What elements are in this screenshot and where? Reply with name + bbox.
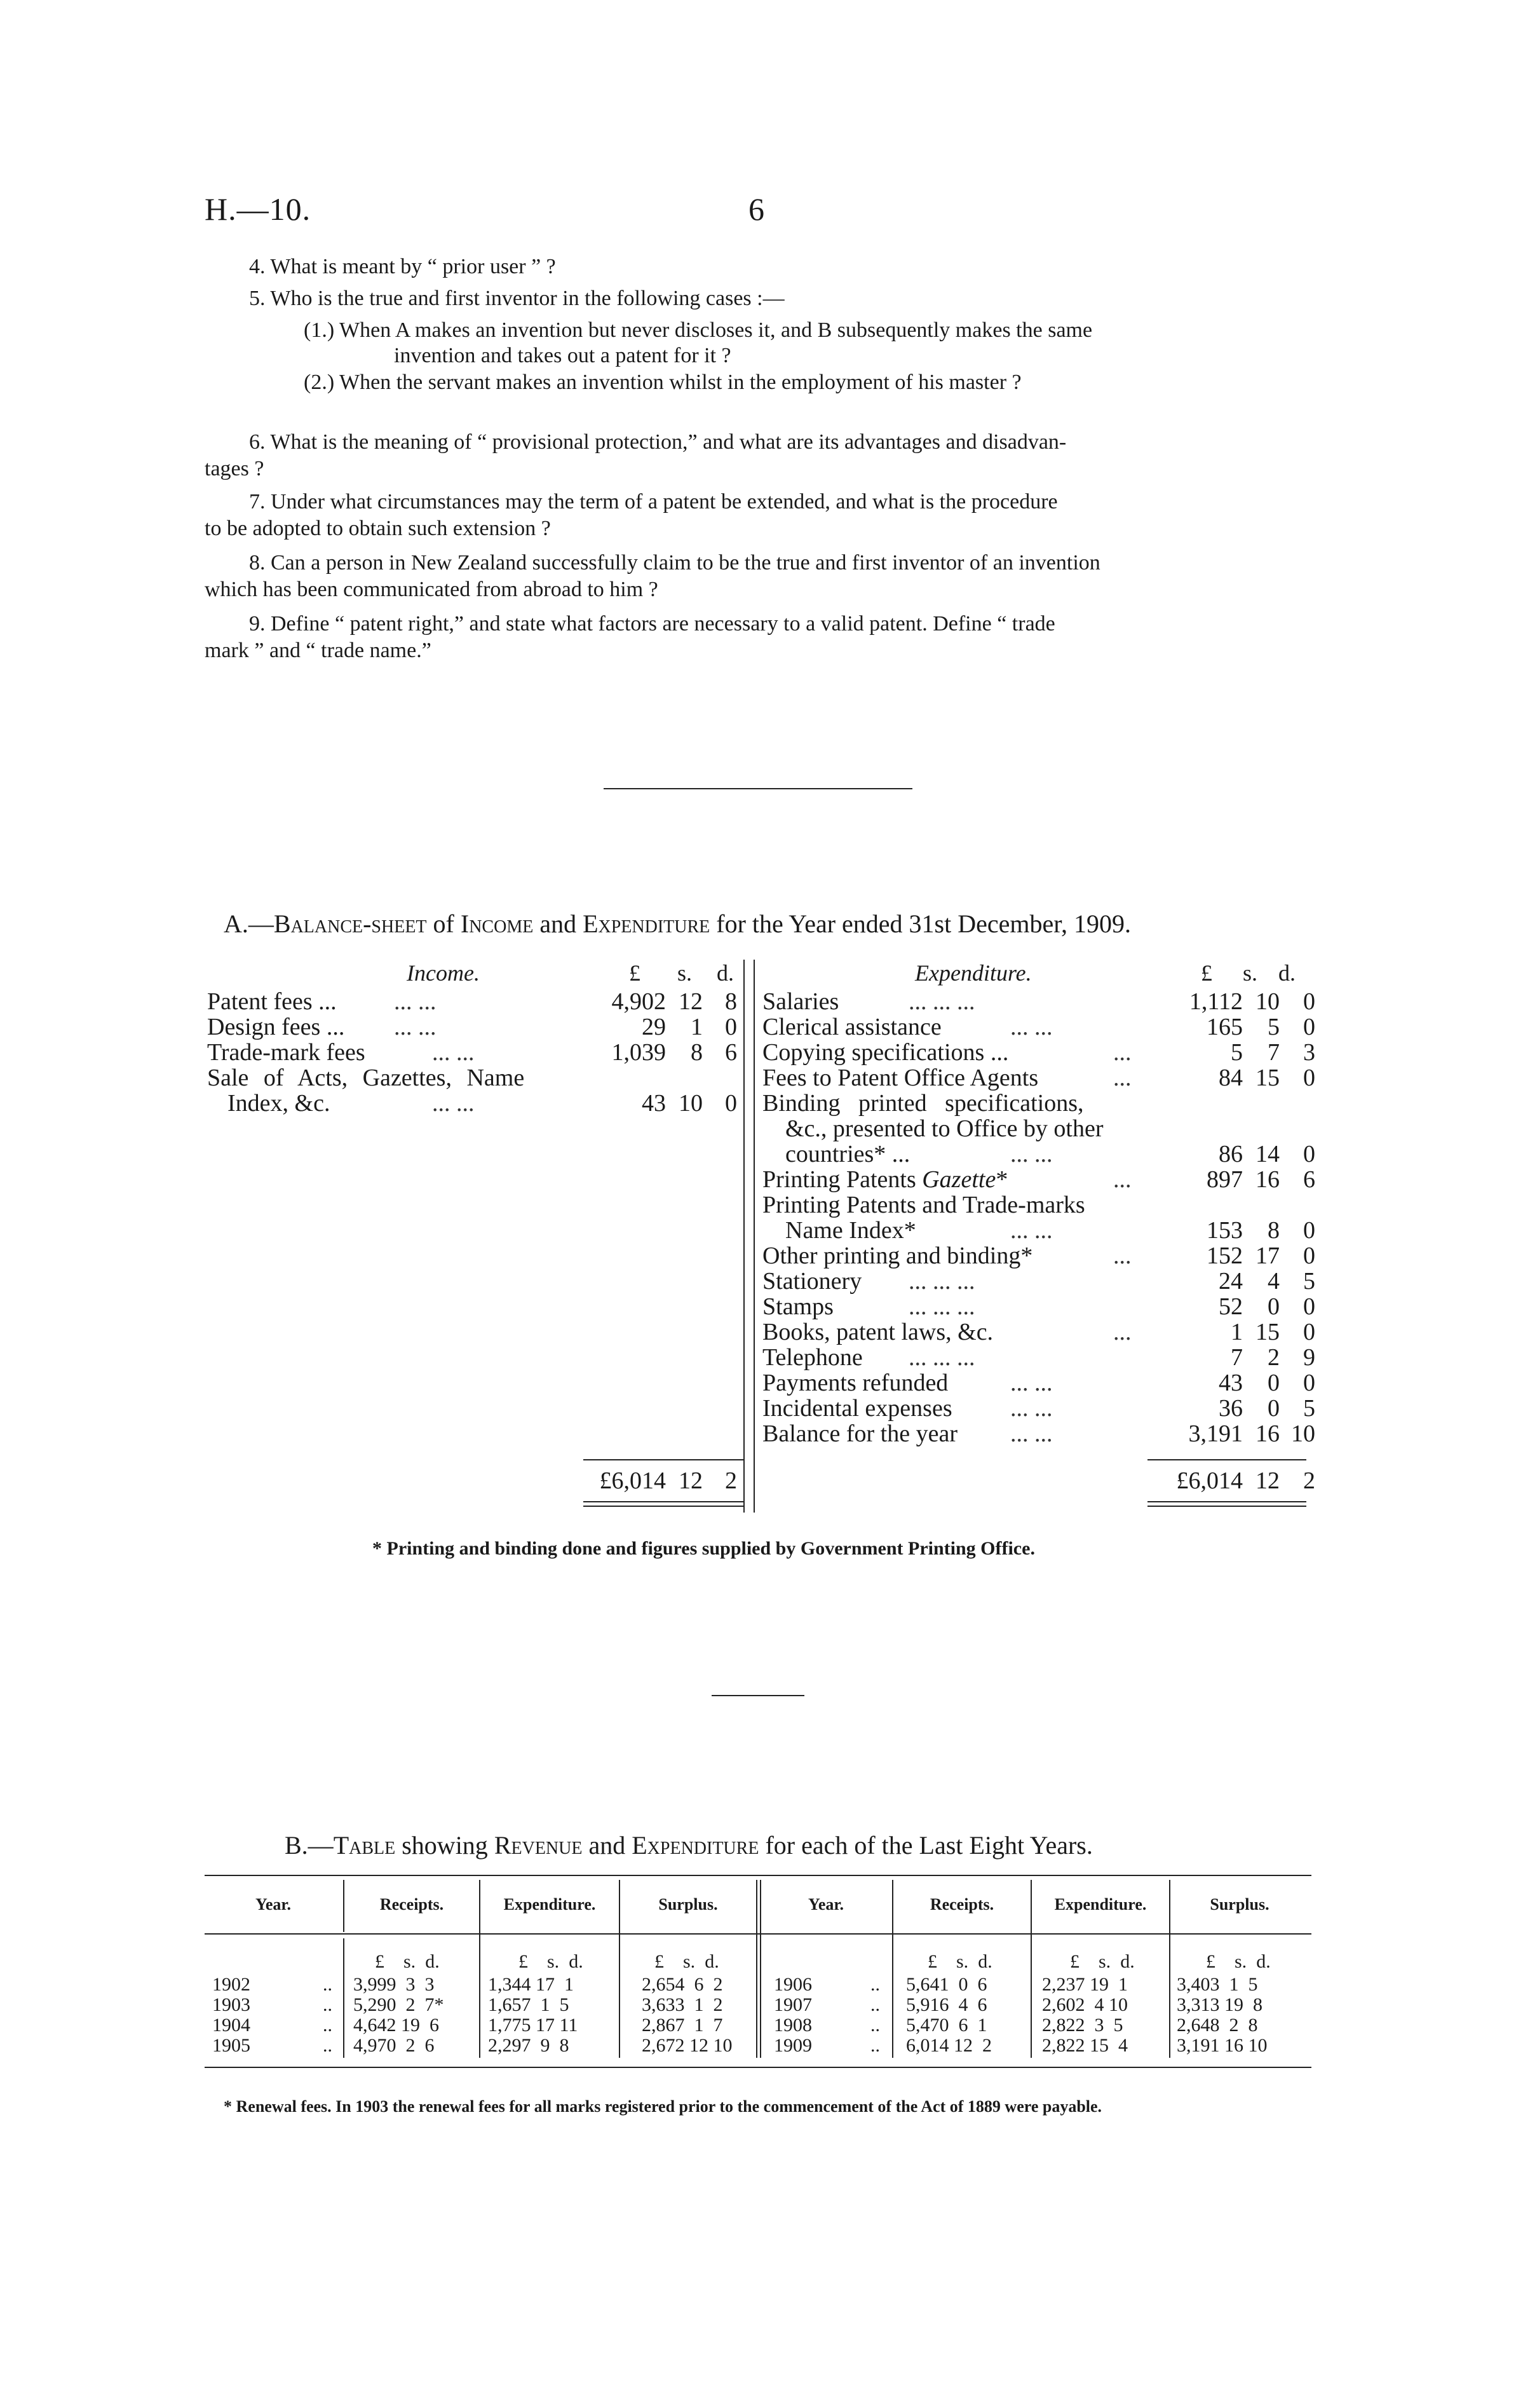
- question-8: 8. Can a person in New Zealand successfully claim to be the true and first inventor of an invention: [249, 551, 1100, 575]
- expenditure-unit-pence: d.: [1278, 960, 1296, 986]
- revenue-header-receipts: Receipts.: [379, 1895, 444, 1914]
- section-separator: [604, 788, 912, 789]
- document-page: H.—10. 6 4. What is meant by “ prior user ” ? 5. Who is the true and first inventor in the following cases :— (1.) When A makes an invention but never discloses it, and B subsequently makes the same invention and takes out a patent for it ? (2.) When the servant makes an invention whilst in the employment of his master ? 6. What is the meaning of “ provisional protection,” and what are its advantages and disadvan- tages ? 7. Under what circumstances may the term of a patent be extended, and what is the procedure to be adopted to obtain such extension ? 8. Can a person in New Zealand successfully claim to be the true and first inventor of an invention which has been communicated from abroad to him ? 9. Define “ patent right,” and state what factors are necessary to a valid patent. Define “ trade mark ” and “ trade name.” A.—Balance-sheet of Income and Expenditure for the Year ended 31st December, 1909. Income. £ s. d. Expenditure. £ s. d. Patent fees ... ... ... 4,902 12 8 Design fees ... ... ... 29 1 0 Trade-mark fees ... ... 1,039 8 6 Sale of Acts, Gazettes, Name Index, &c. ... ... 43 10 0 Salaries ... ... ... 1,112 10 0 Clerical assistance ... ... 165 5 0 Copying specifications ... ... 5 7 3 Fees to Patent Office Agents ... 84 15 0 Binding printed specifications, &c., presented to Office by other countries* ... ... ... 86 14 0 Printing Patents Gazette* ... 897 16 6 Printing Patents and Trade-marks Name Index* ... ... 153 8 0 Other printing and binding* ... 152 17 0 Stationery ... ... ... 24 4 5 Stamps ... ... ... 52 0 0 Books, patent laws, &c. ... 1 15 0 Telephone ... ... ... 7 2 9 Payments refunded ... ... 43 0 0 Incidental expenses ... ... 36 0 5 Balance for the year ... ... 3,191 16 10 £6,014 12 2 £6,014 12 2 * Printing and binding done and figures supplied by Government Printing Office. B.—Table showing Revenue and Expenditure for each of the Last Eight Years. Year. Receipts. Expenditure. Surplus. Year. Receipts. Expenditure. Surplus. £ s. d. £ s. d. £ s. d. £ s. d. £ s. d. £ s. d. 1902 .. 3,999 3 3 1,344 17 1 2,654 6 2 1903 .. 5,290 2 7* 1,657 1 5 3,633 1 2 1904 .. 4,642 19 6 1,775 17 11 2,867 1 7 1905 .. 4,970 2 6 2,297 9 8 2,672 12 10 1906 .. 5,641 0 6 2,237 19 1 3,403 1 5 1907 .. 5,916 4 6 2,602 4 10 3,313 19 8 1908 .. 5,470 6 1 2,822 3 5 2,648 2 8 1909 .. 6,014 12 2 2,822 15 4 3,191 16 10 * Renewal fees. In 1903 the renewal fees for all marks registered prior to the commencement of the Act of 1889 were payable.: [0, 0, 1516, 2408]
- question-5: 5. Who is the true and first inventor in the following cases :—: [249, 287, 785, 310]
- revenue-table-bottom-rule: [205, 2067, 1311, 2068]
- revenue-table-col-rule: [619, 1880, 620, 2058]
- section-separator: [712, 1695, 804, 1696]
- revenue-table-col-rule: [1031, 1880, 1032, 2058]
- expenditure-total-rule: [1147, 1459, 1306, 1460]
- question-7-cont: to be adopted to obtain such extension ?: [205, 517, 551, 540]
- unit-label: £ s. d.: [654, 1951, 719, 1972]
- balance-sheet-footnote: * Printing and binding done and figures supplied by Government Printing Office.: [372, 1538, 1035, 1559]
- unit-label: £ s. d.: [518, 1951, 583, 1972]
- revenue-header-receipts: Receipts.: [930, 1895, 994, 1914]
- income-row: Patent fees ... ... ... 4,902 12 8: [207, 988, 737, 1015]
- expenditure-row: Telephone ... ... ... 7 2 9: [762, 1344, 1315, 1371]
- expenditure-row: Fees to Patent Office Agents ... 84 15 0: [762, 1065, 1315, 1091]
- revenue-header-year: Year.: [808, 1895, 844, 1914]
- revenue-header-year: Year.: [255, 1895, 292, 1914]
- revenue-table-col-rule: [343, 1880, 344, 1932]
- document-reference: H.—10.: [205, 191, 311, 227]
- question-6: 6. What is the meaning of “ provisional protection,” and what are its advantages and disadvan-: [249, 430, 1067, 454]
- question-8-cont: which has been communicated from abroad to him ?: [205, 578, 658, 601]
- income-total-row: £6,014 12 2: [599, 1467, 737, 1494]
- expenditure-row: Balance for the year ... ... 3,191 16 10: [762, 1420, 1315, 1447]
- expenditure-heading: Expenditure.: [915, 960, 1032, 986]
- revenue-table-col-rule: [1169, 1880, 1170, 2058]
- unit-label: £ s. d.: [928, 1951, 992, 1972]
- income-heading: Income.: [407, 960, 480, 986]
- revenue-header-surplus: Surplus.: [658, 1895, 718, 1914]
- expenditure-row: Stationery ... ... ... 24 4 5: [762, 1268, 1315, 1295]
- expenditure-total-row: £6,014 12 2: [1176, 1467, 1315, 1494]
- revenue-table-col-rule: [343, 1938, 344, 2058]
- balance-sheet-title: A.—Balance-sheet of Income and Expenditure for the Year ended 31st December, 1909.: [224, 909, 1131, 938]
- question-5-case-1-cont: invention and takes out a patent for it ?: [394, 344, 731, 367]
- expenditure-row: &c., presented to Office by other: [785, 1115, 1104, 1142]
- expenditure-row: Books, patent laws, &c. ... 1 15 0: [762, 1319, 1315, 1345]
- expenditure-total-double-rule: [1147, 1501, 1306, 1507]
- income-row: Design fees ... ... ... 29 1 0: [207, 1014, 737, 1040]
- expenditure-unit-pounds: £: [1201, 960, 1212, 986]
- question-7: 7. Under what circumstances may the term of a patent be extended, and what is the procedure: [249, 490, 1058, 514]
- question-9: 9. Define “ patent right,” and state what factors are necessary to a valid patent. Define “ trade: [249, 612, 1055, 636]
- unit-label: £ s. d.: [1206, 1951, 1271, 1972]
- expenditure-row: Clerical assistance ... ... 165 5 0: [762, 1014, 1315, 1040]
- revenue-table-col-rule: [479, 1880, 480, 2058]
- expenditure-row: Other printing and binding* ... 152 17 0: [762, 1242, 1315, 1269]
- income-unit-pence: d.: [717, 960, 734, 986]
- income-unit-shillings: s.: [677, 960, 693, 986]
- income-row: Sale of Acts, Gazettes, Name: [207, 1065, 525, 1091]
- question-4: 4. What is meant by “ prior user ” ?: [249, 255, 556, 278]
- income-row: Trade-mark fees ... ... 1,039 8 6: [207, 1039, 737, 1066]
- revenue-header-expenditure: Expenditure.: [1054, 1895, 1147, 1914]
- revenue-table-header-rule: [205, 1933, 1311, 1935]
- revenue-table-title: B.—Table showing Revenue and Expenditure for each of the Last Eight Years.: [285, 1831, 1093, 1860]
- income-row: Index, &c. ... ... 43 10 0: [227, 1090, 737, 1117]
- income-total-double-rule: [583, 1501, 743, 1507]
- revenue-table-top-rule: [205, 1875, 1311, 1876]
- page-number: 6: [748, 191, 764, 227]
- expenditure-row: Incidental expenses ... ... 36 0 5: [762, 1395, 1315, 1422]
- question-6-cont: tages ?: [205, 457, 264, 480]
- balance-sheet-divider-right: [754, 960, 755, 1513]
- expenditure-row: countries* ... ... ... 86 14 0: [785, 1141, 1315, 1167]
- revenue-table-col-rule: [892, 1880, 893, 2058]
- expenditure-row: Printing Patents Gazette* ... 897 16 6: [762, 1166, 1315, 1193]
- revenue-header-surplus: Surplus.: [1210, 1895, 1269, 1914]
- income-unit-pounds: £: [629, 960, 640, 986]
- revenue-table-col-rule: [760, 1880, 761, 2058]
- revenue-table-col-rule: [756, 1880, 757, 2058]
- expenditure-row: Stamps ... ... ... 52 0 0: [762, 1293, 1315, 1320]
- expenditure-row: Printing Patents and Trade-marks: [762, 1192, 1085, 1218]
- question-5-case-1: (1.) When A makes an invention but never discloses it, and B subsequently makes the same: [304, 318, 1093, 342]
- question-9-cont: mark ” and “ trade name.”: [205, 639, 431, 662]
- question-5-case-2: (2.) When the servant makes an invention whilst in the employment of his master ?: [304, 371, 1022, 394]
- expenditure-row: Copying specifications ... ... 5 7 3: [762, 1039, 1315, 1066]
- expenditure-row: Binding printed specifications,: [762, 1090, 1084, 1117]
- revenue-header-expenditure: Expenditure.: [503, 1895, 596, 1914]
- expenditure-row: Payments refunded ... ... 43 0 0: [762, 1370, 1315, 1396]
- expenditure-row: Name Index* ... ... 153 8 0: [785, 1217, 1315, 1244]
- unit-label: £ s. d.: [375, 1951, 440, 1972]
- balance-sheet-divider-left: [743, 960, 745, 1513]
- expenditure-unit-shillings: s.: [1243, 960, 1258, 986]
- expenditure-row: Salaries ... ... ... 1,112 10 0: [762, 988, 1315, 1015]
- income-total-rule: [583, 1459, 743, 1460]
- unit-label: £ s. d.: [1070, 1951, 1135, 1972]
- revenue-table-footnote: * Renewal fees. In 1903 the renewal fees for all marks registered prior to the commencement of the Act of 1889 were payable.: [224, 2097, 1102, 2116]
